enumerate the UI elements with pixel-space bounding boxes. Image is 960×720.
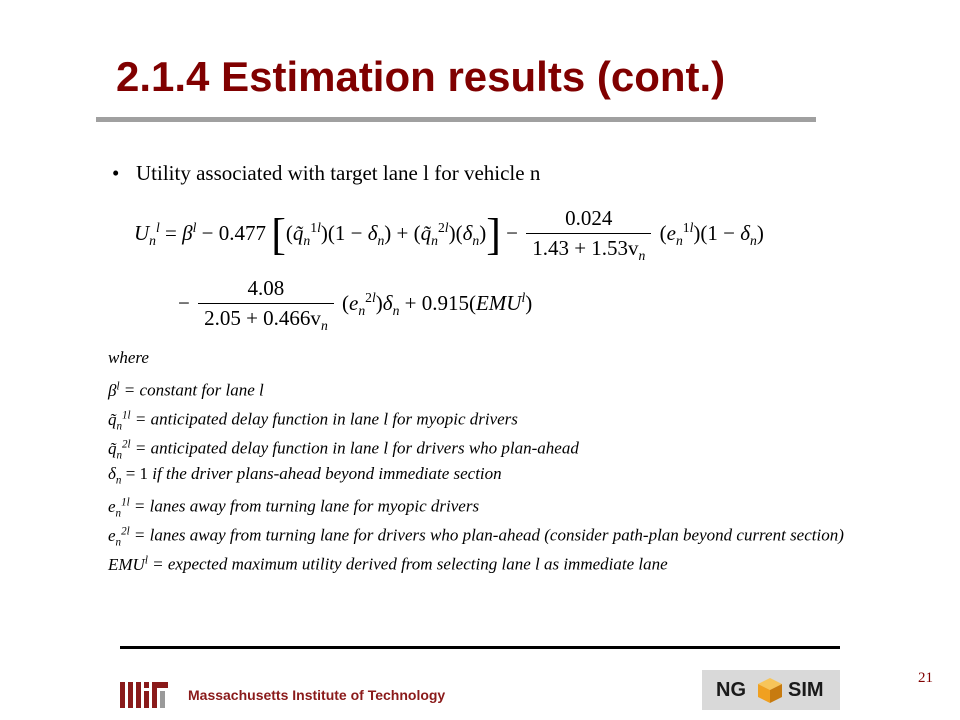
institution-name: Massachusetts Institute of Technology xyxy=(188,687,446,703)
utility-equation-line-1: $U_n^l = \beta^l - 0.477$ [$(q̃_n^{1l})(1 - \delta_n)$ + $(q̃_n^{2l})(\delta_n)$] − $\frac{0.024}{1.43 + 1.53v_n}$ $(e_n^{1l})(1 - \delta_n)$ xyxy=(134,206,764,264)
bullet-dot: • xyxy=(112,161,120,185)
definition-row: EMU$^l$ = expected maximum utility derived from selecting lane l as immediate lane xyxy=(108,554,668,574)
definition-row: $e_n^{2l}$ = lanes away from turning lane for drivers who plan-ahead (consider path-plan beyond current section) xyxy=(108,525,844,549)
bullet-text: Utility associated with target lane l for vehicle n xyxy=(136,161,541,185)
slide-title: 2.1.4 Estimation results (cont.) xyxy=(116,53,726,100)
definitions-list xyxy=(108,343,844,575)
cube-icon xyxy=(756,676,784,704)
definition-row: $q̃_n^{2l}$ = anticipated delay function in lane l for drivers who plan-ahead xyxy=(108,438,579,462)
coef-1: 0.477 xyxy=(218,220,266,245)
bullet-item xyxy=(112,161,540,186)
definition-row: $e_n^{1l}$ = lanes away from turning lane for myopic drivers xyxy=(108,496,480,520)
definition-row: $\delta_n = 1$ if the driver plans-ahead beyond immediate section xyxy=(108,464,502,487)
ngsim-logo: NG SIM xyxy=(702,670,840,710)
page-number: 21 xyxy=(918,670,933,686)
footer-rule xyxy=(120,646,840,649)
mit-logo xyxy=(120,682,180,708)
coef-4: 0.915 xyxy=(421,290,469,315)
definition-row: $q̃_n^{1l}$ = anticipated delay function in lane l for myopic drivers xyxy=(108,409,518,433)
title-underline xyxy=(96,117,816,122)
coef-2-fraction: $\frac{0.024}{1.43 + 1.53v_n}$ xyxy=(526,206,651,264)
utility-equation-line-2: − $\frac{4.08}{2.05 + 0.466v_n}$ $(e_n^{2l})\delta_n + 0.915(EMU^l)$ xyxy=(178,276,533,334)
definition-row: where xyxy=(108,348,149,367)
definition-row: $\beta^l$ = constant for lane l xyxy=(108,380,264,400)
coef-3-fraction: $\frac{4.08}{2.05 + 0.466v_n}$ xyxy=(198,276,334,334)
